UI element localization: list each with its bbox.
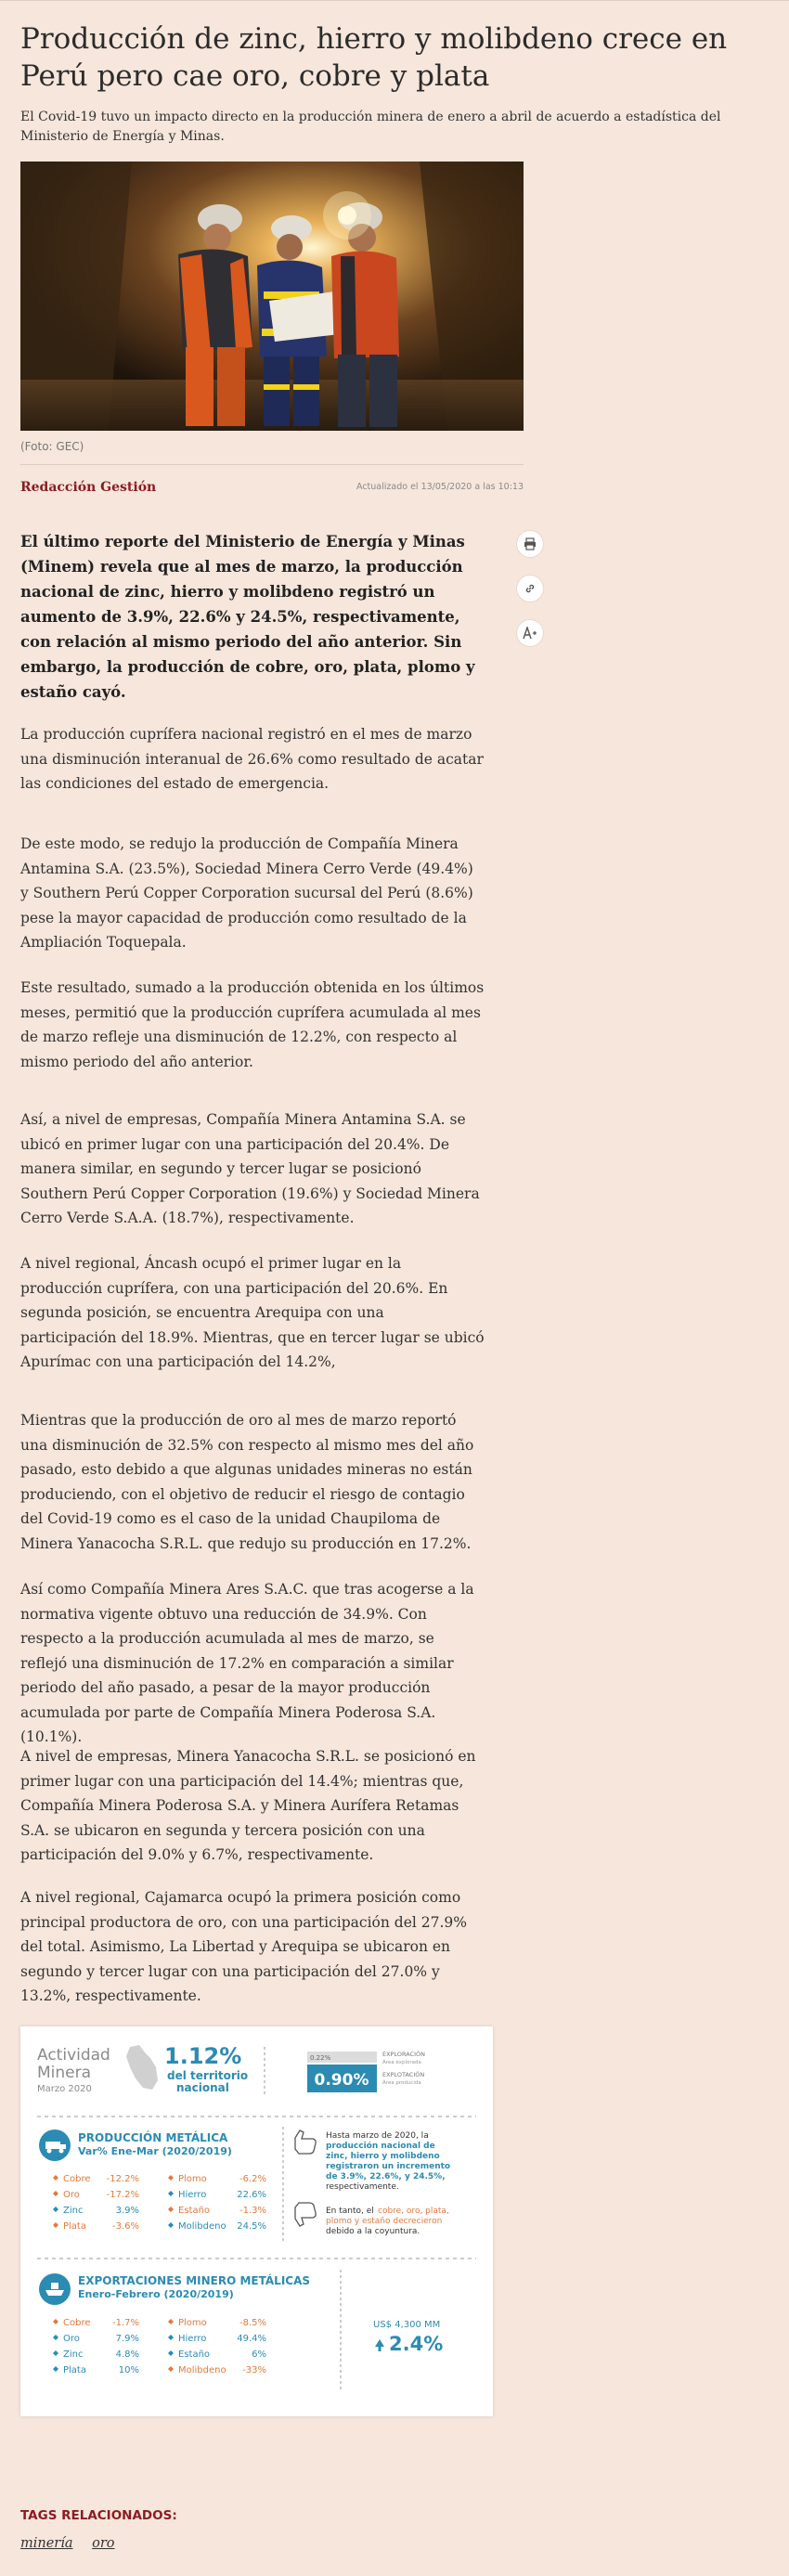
ig-exports-metal-name: Plata (63, 2365, 86, 2375)
ig-production-metal-name: Molibdeno (178, 2221, 226, 2232)
peru-map-icon (126, 2045, 158, 2090)
hero-photo (20, 162, 524, 431)
ig-exports-metal-bullet-icon (168, 2366, 174, 2372)
ig-exports-metal-bullet-icon (168, 2350, 174, 2356)
ig-exports-metal-name: Plomo (178, 2318, 207, 2328)
paragraph-5: A nivel regional, Áncash ocupó el primer lugar en la producción cuprífera, con una participación del 20.6%. En segunda posición, se encuentra Arequipa con una participación del 18.9%. Mientras, que en tercer lugar se ubicó Apurímac con una participación del 14.2%, (20, 1255, 485, 1370)
ig-production-metal-value: 3.9% (115, 2206, 139, 2216)
ig-production-title: PRODUCCIÓN METÁLICA (78, 2131, 228, 2144)
ig-production-metal-value: 22.6% (237, 2190, 266, 2200)
ig-exports-metal-name: Hierro (178, 2334, 207, 2344)
ig-production-metal-bullet-icon (53, 2191, 58, 2196)
ig-production-metal-bullet-icon (168, 2191, 174, 2196)
ig-exploration-label2: Área explorada (382, 2060, 421, 2065)
updated-timestamp: Actualizado el 13/05/2020 a las 10:13 (356, 482, 524, 492)
ig-territory-value: 1.12% (164, 2043, 242, 2069)
ig-exports-metal-bullet-icon (168, 2319, 174, 2324)
ig-exports-metal-value: -1.7% (111, 2318, 139, 2328)
photo-caption: (Foto: GEC) (20, 440, 84, 453)
ig-production-metal-value: -6.2% (239, 2174, 266, 2184)
ig-production-metal-name: Plomo (178, 2174, 207, 2184)
ig-exports-metal-bullet-icon (53, 2350, 58, 2356)
ig-exports-metal-bullet-icon (53, 2366, 58, 2372)
ig-exports-subtitle: Enero-Febrero (2020/2019) (78, 2288, 234, 2300)
ig-production-metal-value: -12.2% (106, 2174, 139, 2184)
ig-production-metal-name: Oro (63, 2190, 80, 2200)
thumbs-down-icon (295, 2203, 316, 2226)
copy-link-button[interactable] (516, 575, 544, 602)
ig-exports-metal-value: -33% (242, 2365, 266, 2375)
ig-exports-metal-value: 6% (252, 2349, 266, 2360)
ig-exports-left-list (53, 2318, 139, 2375)
ig-production-metal-bullet-icon (53, 2222, 58, 2228)
tag-link-mineria[interactable]: minería (20, 2536, 73, 2551)
ig-production-right-list (168, 2174, 266, 2232)
paragraph-4: Así, a nivel de empresas, Compañía Minera Antamina S.A. se ubicó en primer lugar con una participación del 20.4%. De manera similar, en segundo y tercer lugar se posicionó Southern Perú Copper Corporation (19.6%) y Sociedad Minera Cerro Verde S.A.A. (18.7%), respectivamente. (20, 1111, 480, 1226)
miners-photo-illustration (20, 162, 524, 431)
font-size-icon (523, 627, 537, 640)
ig-exports-metal-bullet-icon (53, 2335, 58, 2340)
article-title: Producción de zinc, hierro y molibdeno crece en Perú pero cae oro, cobre y plata (20, 22, 728, 93)
ig-exports-metal-value: 49.4% (237, 2334, 266, 2344)
ig-territory-label1: del territorio (167, 2069, 249, 2082)
paragraph-6: Mientras que la producción de oro al mes de marzo reportó una disminución de 32.5% con respecto al mismo mes del año pasado, esto debido a que algunas unidades mineras no están produciendo, con el objetivo de reducir el riesgo de contagio del Covid-19 como es el caso de la unidad Chaupiloma de Minera Yanacocha S.R.L. que redujo su producción en 17.2%. (20, 1412, 474, 1552)
ig-note-up-1: Hasta marzo de 2020, la (326, 2131, 429, 2141)
mining-infographic (20, 2026, 493, 2416)
ig-exploration-label1: EXPLORACIÓN (382, 2051, 426, 2058)
arrow-up-icon (375, 2339, 384, 2347)
ig-exports-total-label: US$ 4,300 MM (373, 2320, 441, 2330)
ig-exports-metal-value: -8.5% (239, 2318, 266, 2328)
ig-exports-metal-value: 4.8% (115, 2349, 139, 2360)
ig-production-metal-bullet-icon (53, 2175, 58, 2181)
ig-production-metal-value: 24.5% (237, 2221, 266, 2232)
top-divider (0, 0, 789, 1)
print-icon (524, 537, 537, 550)
related-tags (20, 2536, 130, 2551)
ig-title-line3: Marzo 2020 (37, 2084, 92, 2094)
tag-link-oro[interactable]: oro (92, 2536, 115, 2551)
paragraph-7: Así como Compañía Minera Ares S.A.C. que tras acogerse a la normativa vigente obtuvo una reducción de 34.9%. Con respecto a la producción acumulada al mes de marzo, se reflejó una disminución de 17.2% en comparación a similar periodo del año pasado, a pesar de la mayor producción acumulada por parte de Compañía Minera Poderosa S.A. (10.1%). (20, 1581, 474, 1745)
paragraph-9: A nivel regional, Cajamarca ocupó la primera posición como principal productora de oro, con una participación del 27.9% del total. Asimismo, La Libertad y Arequipa se ubicaron en segundo y tercer lugar con una participación del 27.0% y 13.2%, respectivamente. (20, 1889, 468, 2004)
ig-production-metal-value: -3.6% (111, 2221, 139, 2232)
ig-exports-metal-bullet-icon (53, 2319, 58, 2324)
ig-exploitation-value: 0.90% (314, 2071, 369, 2090)
ig-note-down-4: debido a la coyuntura. (326, 2227, 420, 2236)
ig-exports-metal-name: Zinc (63, 2349, 84, 2360)
ig-exports-title: EXPORTACIONES MINERO METÁLICAS (78, 2274, 311, 2287)
ig-exports-right-list (168, 2318, 266, 2375)
paragraph-2: De este modo, se redujo la producción de Compañía Minera Antamina S.A. (23.5%), Sociedad Minera Cerro Verde (49.4%) y Southern Perú Copper Corporation sucursal del Perú (8.6%) pese la mayor capacidad de producción como resultado de la Ampliación Toquepala. (20, 835, 473, 951)
share-toolbar (516, 530, 548, 664)
ig-production-metal-name: Plata (63, 2221, 86, 2232)
ig-production-metal-name: Hierro (178, 2190, 207, 2200)
ig-production-metal-bullet-icon (53, 2207, 58, 2212)
ig-note-up-5: de 3.9%, 22.6%, y 24.5%, (326, 2172, 446, 2181)
article-lead: El último reporte del Ministerio de Energía y Minas (Minem) revela que al mes de marzo, la producción nacional de zinc, hierro y molibdeno registró un aumento de 3.9%, 22.6% y 24.5%, respectivamente, con relación al mismo periodo del año anterior. Sin embargo, la producción de cobre, oro, plata, plomo y estaño cayó. (20, 533, 475, 701)
ig-note-down-2: cobre, oro, plata, (378, 2207, 449, 2216)
ig-exports-metal-name: Estaño (178, 2349, 211, 2360)
ig-exports-metal-name: Cobre (63, 2318, 91, 2328)
ig-production-metal-bullet-icon (168, 2222, 174, 2228)
ig-production-metal-name: Cobre (63, 2174, 91, 2184)
paragraph-1: La producción cuprífera nacional registró en el mes de marzo una disminución interanual de 26.6% como resultado de acatar las condiciones del estado de emergencia. (20, 726, 484, 792)
ig-exploration-value: 0.22% (310, 2054, 331, 2062)
ig-exports-total-value: 2.4% (389, 2333, 444, 2355)
ig-exports-metal-name: Molibdeno (178, 2365, 226, 2375)
ig-production-metal-value: -17.2% (106, 2190, 139, 2200)
article-subtitle: El Covid-19 tuvo un impacto directo en la producción minera de enero a abril de acuerdo a estadística del Ministerio de Energía y Minas. (20, 110, 721, 144)
ig-exports-metal-name: Oro (63, 2334, 80, 2344)
ig-exports-metal-value: 10% (118, 2365, 139, 2375)
ig-production-metal-name: Estaño (178, 2206, 211, 2216)
link-icon (524, 582, 537, 595)
font-size-button[interactable] (516, 619, 544, 647)
ig-production-metal-name: Zinc (63, 2206, 84, 2216)
ig-production-metal-bullet-icon (168, 2175, 174, 2181)
ig-production-subtitle: Var% Ene-Mar (2020/2019) (78, 2145, 232, 2157)
related-tags-title: TAGS RELACIONADOS: (20, 2508, 177, 2523)
ig-title-line1: Actividad (37, 2046, 110, 2065)
byline-divider (20, 464, 524, 465)
paragraph-3: Este resultado, sumado a la producción obtenida en los últimos meses, permitió que la producción cuprífera acumulada al mes de marzo refleje una disminución de 12.2%, con respecto al mismo periodo del año anterior. (20, 979, 485, 1070)
ig-production-metal-value: -1.3% (239, 2206, 266, 2216)
ig-exports-metal-value: 7.9% (115, 2334, 139, 2344)
ig-production-metal-bullet-icon (168, 2207, 174, 2212)
ig-territory-label2: nacional (176, 2081, 229, 2094)
ig-note-down-1: En tanto, el (326, 2207, 374, 2216)
print-button[interactable] (516, 530, 544, 558)
ig-exploitation-label2: Área producida (382, 2080, 421, 2086)
ig-note-up-4: registraron un incremento (326, 2162, 451, 2171)
paragraph-8: A nivel de empresas, Minera Yanacocha S.R.L. se posicionó en primer lugar con una participación del 14.4%; mientras que, Compañía Minera Poderosa S.A. y Minera Aurífera Retamas S.A. se ubicaron en segunda y tercera posición con una participación del 9.0% y 6.7%, respectivamente. (20, 1748, 476, 1863)
ig-note-up-3: zinc, hierro y molibdeno (326, 2152, 440, 2161)
ig-production-left-list (53, 2174, 139, 2232)
ig-note-up-2: producción nacional de (326, 2142, 435, 2151)
ig-note-up-6: respectivamente. (326, 2182, 399, 2192)
ig-exports-metal-bullet-icon (168, 2335, 174, 2340)
ig-exploitation-label1: EXPLOTACIÓN (382, 2071, 425, 2078)
ig-title-line2: Minera (37, 2064, 92, 2082)
ig-note-down-3: plomo y estaño decrecieron (326, 2217, 443, 2226)
infographic-canvas (20, 2026, 493, 2416)
author-link[interactable]: Redacción Gestión (20, 480, 157, 495)
thumbs-up-icon (295, 2130, 316, 2154)
